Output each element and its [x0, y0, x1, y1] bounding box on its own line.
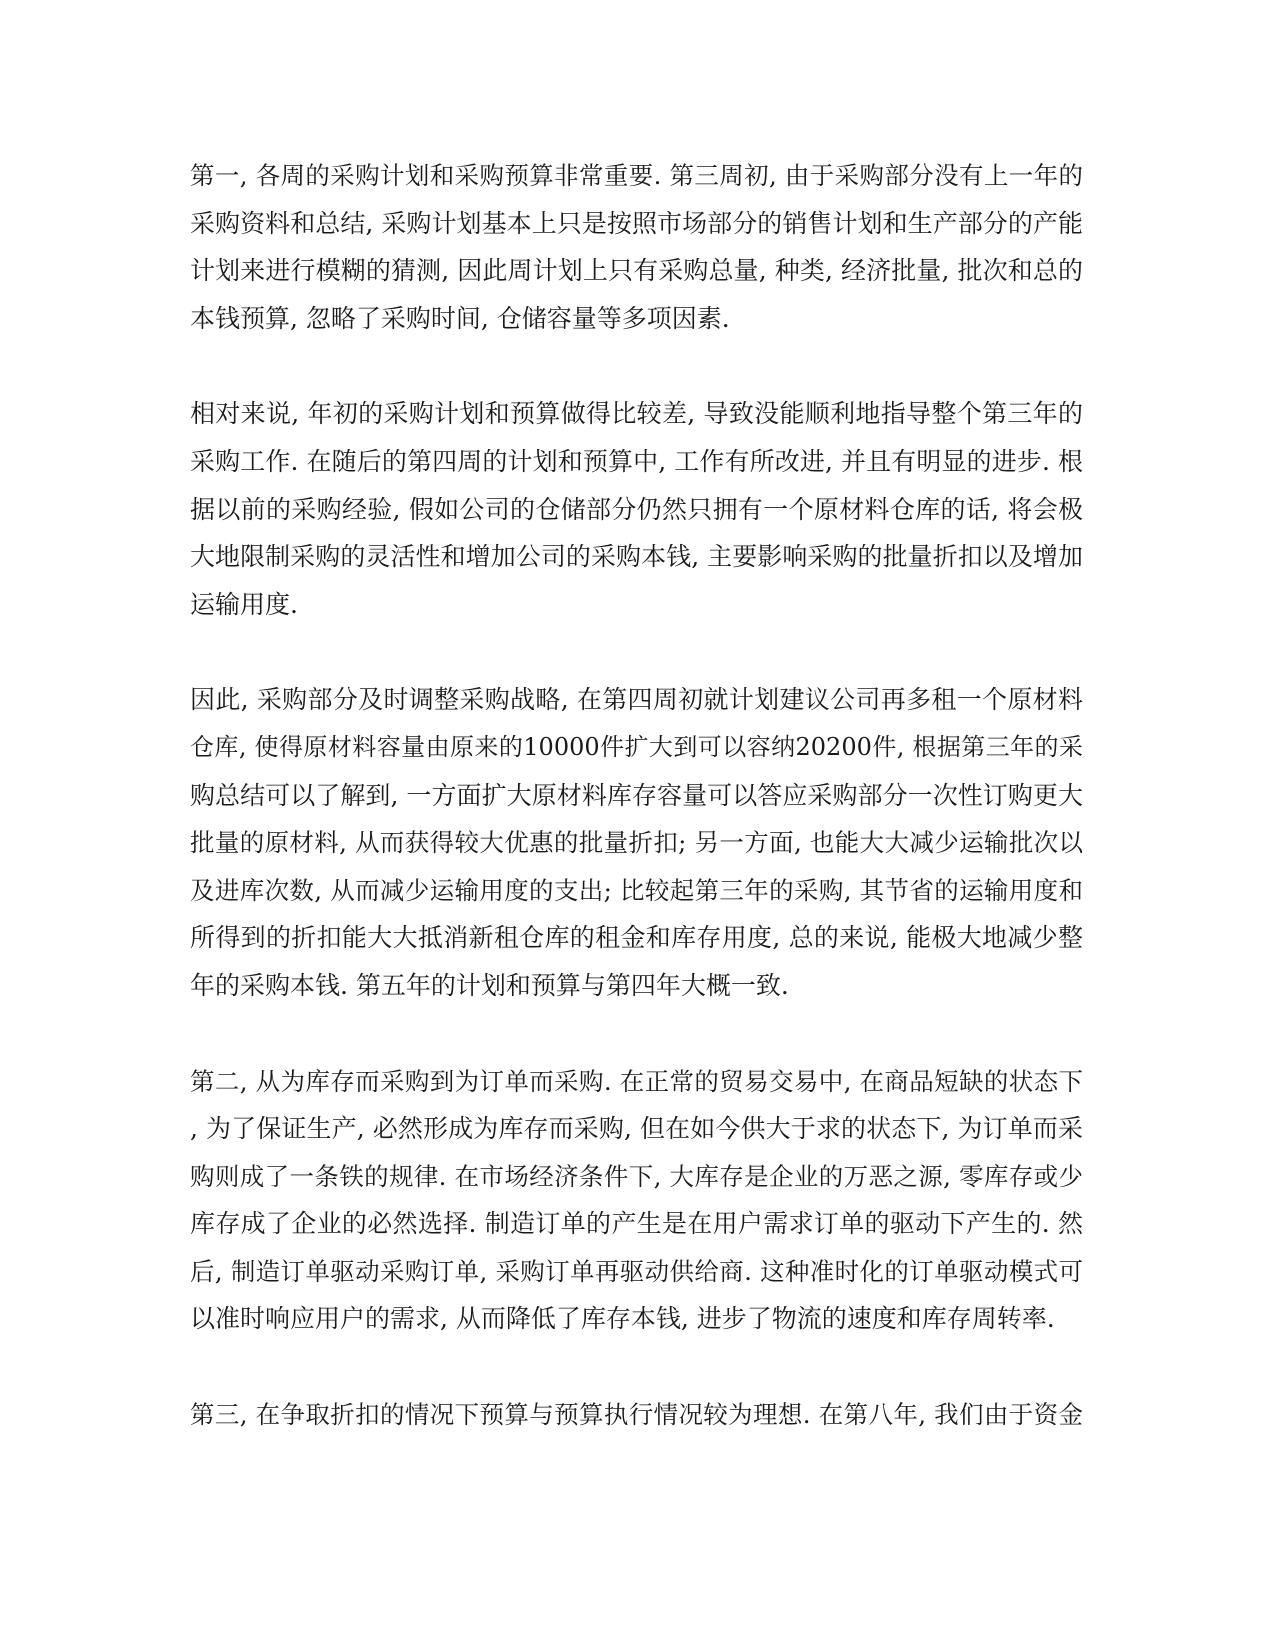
- paragraph-line: 以准时响应用户的需求, 从而降低了库存本钱, 进步了物流的速度和库存周转率.: [190, 1304, 1055, 1334]
- paragraph-2: [190, 390, 1083, 628]
- paragraph-line: 本钱预算, 忽略了采购时间, 仓储容量等多项因素.: [190, 303, 730, 333]
- paragraph-line: 购则成了一条铁的规律. 在市场经济条件下, 大库存是企业的万恶之源, 零库存或少: [190, 1161, 1083, 1191]
- paragraph-line: 第三, 在争取折扣的情况下预算与预算执行情况较为理想. 在第八年, 我们由于资金: [190, 1400, 1083, 1430]
- paragraph-line: 因此, 采购部分及时调整采购战略, 在第四周初就计划建议公司再多租一个原材料: [190, 685, 1083, 715]
- paragraph-line: 所得到的折扣能大大抵消新租仓库的租金和库存用度, 总的来说, 能极大地减少整: [190, 923, 1083, 953]
- paragraph-line: 第一, 各周的采购计划和采购预算非常重要. 第三周初, 由于采购部分没有上一年的: [190, 161, 1083, 190]
- paragraph-3: [190, 676, 1083, 1009]
- document-body: [190, 152, 1083, 1487]
- paragraph-line: 相对来说, 年初的采购计划和预算做得比较差, 导致没能顺利地指导整个第三年的: [190, 399, 1083, 429]
- paragraph-line: 库存成了企业的必然选择. 制造订单的产生是在用户需求订单的驱动下产生的. 然: [190, 1209, 1083, 1239]
- paragraph-line: 及进库次数, 从而减少运输用度的支出; 比较起第三年的采购, 其节省的运输用度和: [190, 875, 1083, 905]
- paragraph-line: 年的采购本钱. 第五年的计划和预算与第四年大概一致.: [190, 970, 789, 1000]
- paragraph-5: [190, 1391, 1083, 1439]
- paragraph-1: [190, 152, 1083, 342]
- paragraph-4: [190, 1058, 1083, 1344]
- paragraph-line: 仓库, 使得原材料容量由原来的10000件扩大到可以容纳20200件, 根据第三年的采: [190, 732, 1083, 761]
- paragraph-line: 据以前的采购经验, 假如公司的仓储部分仍然只拥有一个原材料仓库的话, 将会极: [190, 494, 1083, 524]
- paragraph-line: 采购资料和总结, 采购计划基本上只是按照市场部分的销售计划和生产部分的产能: [190, 208, 1083, 238]
- paragraph-line: 批量的原材料, 从而获得较大优惠的批量折扣; 另一方面, 也能大大减少运输批次以: [190, 828, 1083, 858]
- paragraph-line: 后, 制造订单驱动采购订单, 采购订单再驱动供给商. 这种准时化的订单驱动模式可: [190, 1256, 1083, 1286]
- paragraph-line: 第二, 从为库存而采购到为订单而采购. 在正常的贸易交易中, 在商品短缺的状态下: [190, 1066, 1083, 1096]
- paragraph-line: 运输用度.: [190, 589, 298, 619]
- paragraph-line: 采购工作. 在随后的第四周的计划和预算中, 工作有所改进, 并且有明显的进步. 根: [190, 446, 1083, 476]
- paragraph-line: 计划来进行模糊的猜测, 因此周计划上只有采购总量, 种类, 经济批量, 批次和总的: [190, 256, 1083, 286]
- paragraph-line: 购总结可以了解到, 一方面扩大原材料库存容量可以答应采购部分一次性订购更大: [190, 780, 1083, 810]
- paragraph-line: 大地限制采购的灵活性和增加公司的采购本钱, 主要影响采购的批量折扣以及增加: [190, 542, 1083, 572]
- paragraph-line: , 为了保证生产, 必然形成为库存而采购, 但在如今供大于求的状态下, 为订单而采: [190, 1114, 1083, 1144]
